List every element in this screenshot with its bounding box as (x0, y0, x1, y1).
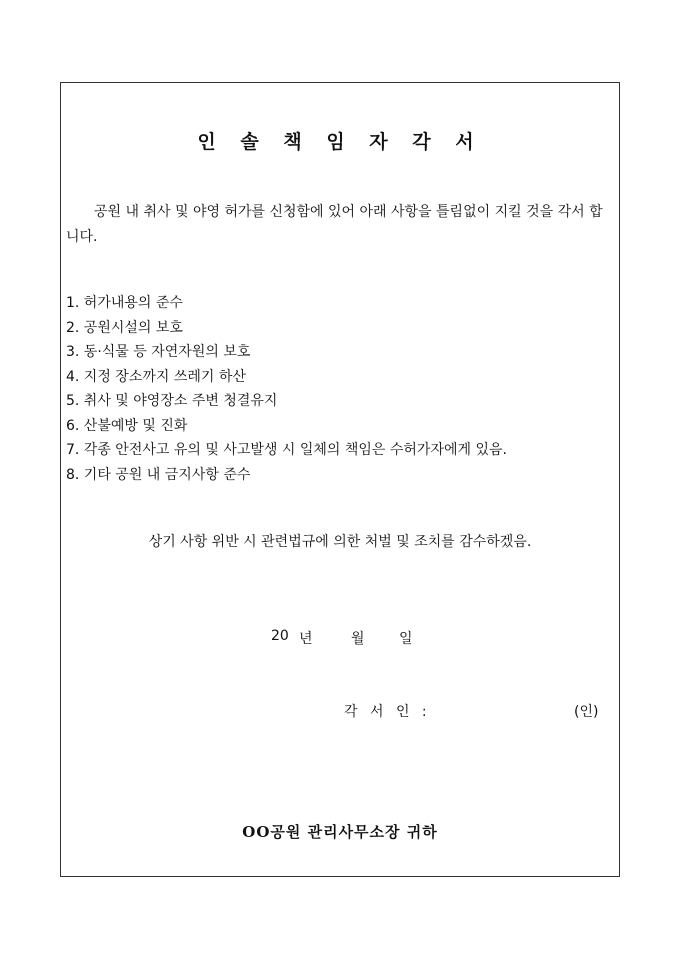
seal-mark: (인) (574, 704, 599, 720)
pledge-item: 1. 허가내용의 준수 (66, 295, 183, 311)
pledge-item: 7. 각종 안전사고 유의 및 사고발생 시 일체의 책임은 수허가자에게 있음. (66, 442, 507, 458)
pledge-item: 3. 동·식물 등 자연자원의 보호 (66, 344, 251, 360)
signer-label: 각 서 인 : (344, 704, 431, 720)
date-month-unit: 월 (351, 631, 365, 647)
pledge-list (66, 291, 611, 487)
pledge-item: 5. 취사 및 야영장소 주변 청결유지 (66, 393, 278, 409)
closing-statement: 상기 사항 위반 시 관련법규에 의한 처벌 및 조치를 감수하겠음. (148, 534, 532, 550)
date-day-unit: 일 (399, 631, 413, 647)
pledge-item: 8. 기타 공원 내 금지사항 준수 (66, 466, 251, 483)
pledge-item: 6. 산불예방 및 진화 (66, 417, 188, 434)
date-year: 20 (271, 628, 289, 644)
pledge-item: 2. 공원시설의 보호 (66, 319, 183, 336)
document-title: 인 솔 책 임 자 각 서 (197, 131, 483, 153)
document-frame (60, 82, 620, 877)
addressee: OO공원 관리사무소장 귀하 (242, 823, 438, 841)
intro-paragraph: 공원 내 취사 및 야영 허가를 신청함에 있어 아래 사항을 틀림없이 지킬 것을 각서 합니다. (66, 204, 603, 245)
date-year-unit: 년 (299, 631, 313, 647)
pledge-item: 4. 지정 장소까지 쓰레기 하산 (66, 368, 246, 385)
